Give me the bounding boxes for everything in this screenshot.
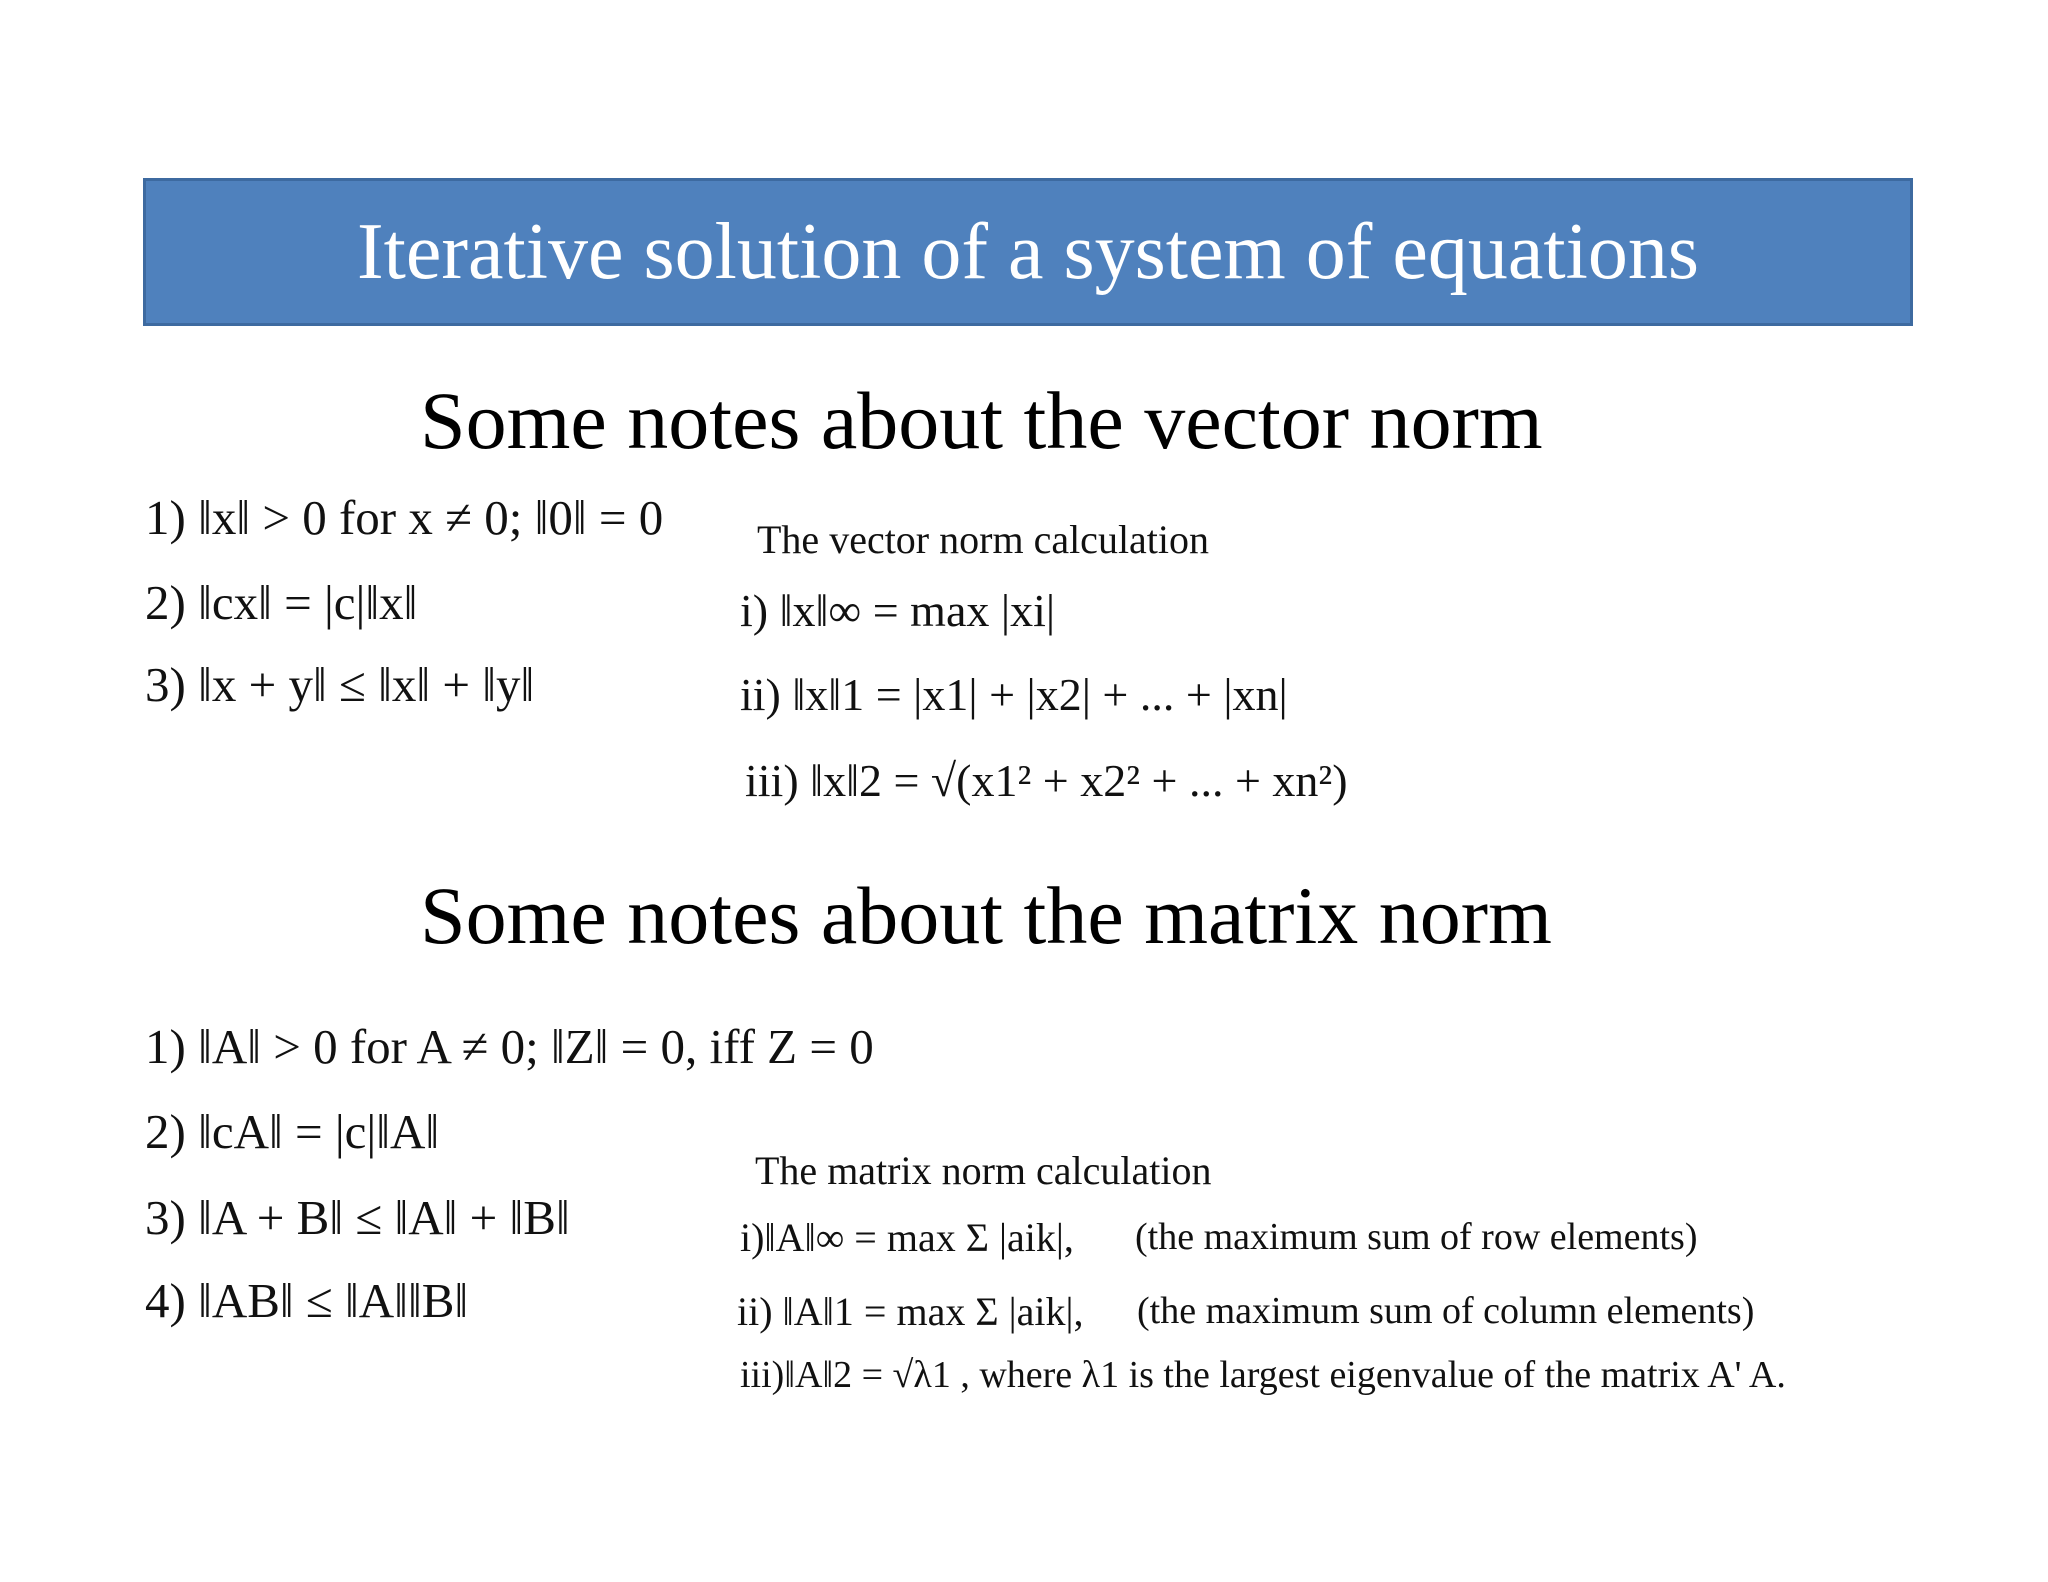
- matrix-calc-1-text: i)‖A‖∞ = max Σ |aik|,: [740, 1215, 1074, 1260]
- vector-calc-3-text: iii) ‖x‖2 = √(x1² + x2² + ... + xn²): [745, 755, 1348, 806]
- vector-property-2: [145, 575, 418, 630]
- vector-calc-1-text: i) ‖x‖∞ = max |xi|: [740, 585, 1056, 636]
- vector-property-3-text: 3) ‖x + y‖ ≤ ‖x‖ + ‖y‖: [145, 657, 535, 712]
- matrix-calc-2-note: (the maximum sum of column elements): [1137, 1290, 1755, 1332]
- vector-calc-2: [740, 669, 1288, 720]
- vector-property-1: [145, 490, 664, 545]
- matrix-property-3: [145, 1190, 570, 1245]
- matrix-calc-2-text: ii) ‖A‖1 = max Σ |aik|,: [737, 1289, 1084, 1334]
- slide-title: Iterative solution of a system of equations: [357, 208, 1699, 296]
- matrix-calc-1: [740, 1215, 1074, 1260]
- matrix-calc-2: [737, 1289, 1084, 1334]
- matrix-calc-3: [740, 1356, 1786, 1394]
- vector-calc-title: The vector norm calculation: [757, 517, 1210, 562]
- matrix-property-1-text: 1) ‖A‖ > 0 for A ≠ 0; ‖Z‖ = 0, iff Z = 0: [145, 1019, 874, 1074]
- matrix-property-4-text: 4) ‖AB‖ ≤ ‖A‖‖B‖: [145, 1273, 469, 1328]
- matrix-calc-1-note: (the maximum sum of row elements): [1135, 1216, 1698, 1258]
- vector-property-3: [145, 657, 535, 712]
- matrix-property-2: [145, 1104, 440, 1159]
- vector-heading: Some notes about the vector norm: [420, 375, 1543, 466]
- matrix-property-1: [145, 1019, 874, 1074]
- title-bar: [143, 178, 1913, 326]
- vector-property-2-text: 2) ‖cx‖ = |c|‖x‖: [145, 575, 418, 630]
- vector-calc-3: [745, 755, 1348, 806]
- matrix-property-2-text: 2) ‖cA‖ = |c|‖A‖: [145, 1104, 440, 1159]
- matrix-property-3-text: 3) ‖A + B‖ ≤ ‖A‖ + ‖B‖: [145, 1190, 570, 1245]
- matrix-property-4: [145, 1273, 469, 1328]
- matrix-calc-title: The matrix norm calculation: [755, 1148, 1212, 1193]
- matrix-heading: Some notes about the matrix norm: [420, 870, 1552, 961]
- vector-property-1-text: 1) ‖x‖ > 0 for x ≠ 0; ‖0‖ = 0: [145, 490, 664, 545]
- vector-calc-1: [740, 585, 1056, 636]
- matrix-calc-3-text: iii)‖A‖2 = √λ1 , where λ1 is the largest eigenvalue of the matrix A' A.: [740, 1354, 1786, 1396]
- vector-calc-2-text: ii) ‖x‖1 = |x1| + |x2| + ... + |xn|: [740, 669, 1288, 720]
